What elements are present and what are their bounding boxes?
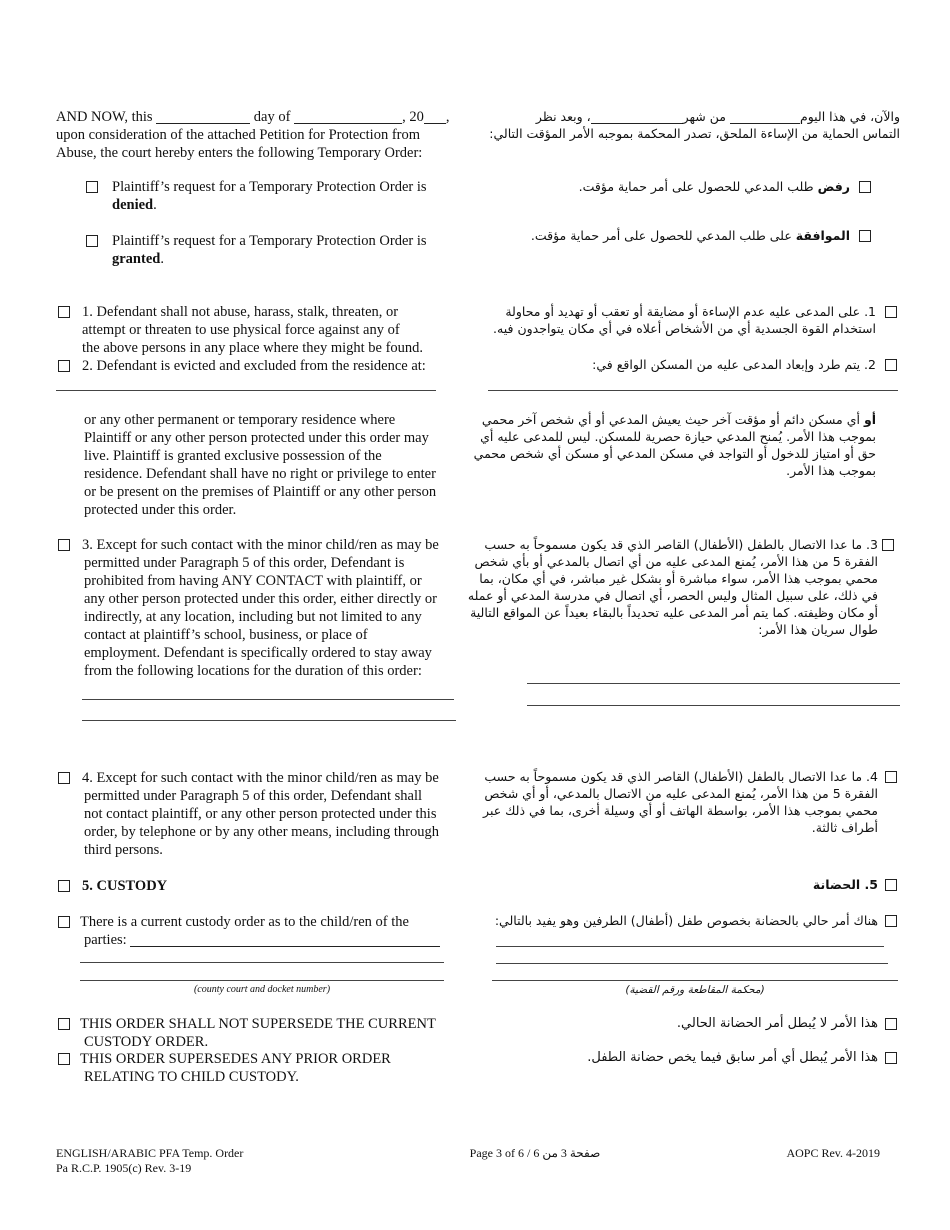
en-supersedes-text: THIS ORDER SUPERSEDES ANY PRIOR ORDER RELATING TO CHILD CUSTODY. <box>80 1051 391 1085</box>
ar-residence-line[interactable] <box>488 390 898 391</box>
ar-granted-checkbox[interactable] <box>859 230 871 242</box>
en-supersedes-checkbox[interactable] <box>58 1053 70 1065</box>
en-p2-checkbox[interactable] <box>58 360 70 372</box>
footer-rule: Pa R.C.P. 1905(c) Rev. 3-19 <box>56 1161 192 1175</box>
ar-intro <box>488 108 900 142</box>
en-intro-line2: upon consideration of the attached Petition for Protection from <box>56 127 421 143</box>
ar-p1-checkbox[interactable] <box>885 306 897 318</box>
en-p3-text: 3. Except for such contact with the minor child/ren as may be permitted under Paragraph 5 of this order, Defendant is prohibited from having ANY CONTACT with plaintiff, or any other person protected under this order, either directly or indirectly, at any location, including but not limited to any contact at plaintiff’s school, business, or place of employment. Defendant is specifically ordered to stay away from the following locations for the duration of this order: <box>82 537 439 679</box>
ar-p4-checkbox[interactable] <box>885 771 897 783</box>
en-granted-checkbox[interactable] <box>86 235 98 247</box>
en-p1-text: 1. Defendant shall not abuse, harass, stalk, threaten, or attempt or threaten to use physical force against any of the above persons in any place where they might be found. <box>82 304 424 356</box>
en-intro-line3: Abuse, the court hereby enters the following Temporary Order: <box>56 145 423 161</box>
en-intro-line1: AND NOW, this day of , 20 , <box>56 109 450 125</box>
ar-granted-text: الموافقة على طلب المدعي للحصول على أمر حماية مؤقت. <box>530 228 850 243</box>
en-p2-cont: or any other permanent or temporary residence where Plaintiff or any other person protected under this order may live. Plaintiff is granted exclusive possession of the residence. Defendant shall have no right or privilege to enter or be present on the premises of Plaintiff or any other person protected under this order. <box>84 412 437 518</box>
en-year-blank[interactable] <box>424 110 446 124</box>
footer-left <box>56 1146 356 1176</box>
ar-p5-heading: 5. الحضانة <box>812 877 878 892</box>
en-residence-line[interactable] <box>56 390 436 391</box>
ar-p2-checkbox[interactable] <box>885 359 897 371</box>
en-location-line-2[interactable] <box>82 720 456 721</box>
ar-county-caption: (محكمة المقاطعة ورقم القضية) <box>625 984 765 996</box>
ar-p2-cont: أو أي مسكن دائم أو مؤقت آخر حيث يعيش المدعي أو أي شخص آخر محمي بموجب هذا الأمر. يُمنح المدعي حيازة حصرية للمسكن. ليس للمدعى عليه أي حق أو امتياز للدخول أو التواجد في مسكن المدعي أو مسكن أي شخص محمي بموجب هذا الأمر. <box>473 412 876 478</box>
ar-supersedes-checkbox[interactable] <box>885 1052 897 1064</box>
footer-form-name: ENGLISH/ARABIC PFA Temp. Order <box>56 1146 244 1160</box>
ar-location-line-2[interactable] <box>527 705 900 706</box>
ar-shall-not-checkbox[interactable] <box>885 1018 897 1030</box>
ar-p2-text: 2. يتم طرد وإبعاد المدعى عليه من المسكن الواقع في: <box>592 357 876 372</box>
en-p2-text: 2. Defendant is evicted and excluded from the residence at: <box>82 358 426 374</box>
ar-day-blank[interactable] <box>730 110 800 124</box>
en-shall-not-text: THIS ORDER SHALL NOT SUPERSEDE THE CURRENT CUSTODY ORDER. <box>80 1016 436 1050</box>
ar-location-line-1[interactable] <box>527 683 900 684</box>
ar-shall-not-text: هذا الأمر لا يُبطل أمر الحضانة الحالي. <box>676 1016 878 1031</box>
en-granted-text: Plaintiff’s request for a Temporary Protection Order is granted. <box>112 233 427 267</box>
en-current-order-checkbox[interactable] <box>58 916 70 928</box>
en-p4-checkbox[interactable] <box>58 772 70 784</box>
ar-month-blank[interactable] <box>591 110 683 124</box>
en-intro <box>56 108 476 162</box>
ar-current-order-checkbox[interactable] <box>885 915 897 927</box>
ar-intro-line2: التماس الحماية من الإساءة الملحق، تصدر المحكمة بموجبه الأمر المؤقت التالي: <box>489 126 900 141</box>
footer-revision: AOPC Rev. 4-2019 <box>786 1146 880 1160</box>
ar-p4-text: 4. ما عدا الاتصال بالطفل (الأطفال) القاصر الذي قد يكون مسموحاً به حسب الفقرة 5 من هذا الأمر، يُمنع المدعى عليه من الاتصال بالمدعي، أو أي شخص محمي بموجب هذا الأمر، بواسطة الهاتف أو أي وسيلة أخرى، بما في ذلك عبر أطراف ثالثة. <box>483 769 878 835</box>
ar-custody-line-2[interactable] <box>496 963 888 964</box>
en-month-blank[interactable] <box>294 110 402 124</box>
en-p1-checkbox[interactable] <box>58 306 70 318</box>
en-location-line-1[interactable] <box>82 699 454 700</box>
en-p5-checkbox[interactable] <box>58 880 70 892</box>
ar-p5-checkbox[interactable] <box>885 879 897 891</box>
ar-denied-checkbox[interactable] <box>859 181 871 193</box>
en-denied-checkbox[interactable] <box>86 181 98 193</box>
ar-p1-text: 1. على المدعى عليه عدم الإساءة أو مضايقة أو تعقب أو تهديد أو محاولة استخدام القوة الجسدية أي من الأشخاص أعلاه في أي مكان يتواجدون فيه. <box>493 304 876 336</box>
ar-custody-line-1[interactable] <box>496 946 884 947</box>
en-current-order-text: There is a current custody order as to the child/ren of the parties: <box>80 913 480 949</box>
footer-page-number: Page 3 of 6 / 6 صفحة 3 من <box>469 1146 601 1160</box>
en-county-caption: (county court and docket number) <box>193 984 331 995</box>
en-day-blank[interactable] <box>156 110 250 124</box>
en-denied-text: Plaintiff’s request for a Temporary Protection Order is denied. <box>112 179 427 213</box>
en-custody-line-2[interactable] <box>80 962 444 963</box>
en-p3-checkbox[interactable] <box>58 539 70 551</box>
en-p4-text: 4. Except for such contact with the minor child/ren as may be permitted under Paragraph 5 of this order, Defendant shall not contact plaintiff, or any other person protected under this order, by telephone or by any other means, including through third persons. <box>82 770 439 858</box>
ar-p3-checkbox[interactable] <box>882 539 894 551</box>
ar-denied-text: رفض طلب المدعي للحصول على أمر حماية مؤقت. <box>578 179 850 194</box>
ar-intro-line1: والآن، في هذا اليوم من شهر، وبعد نظر <box>535 109 900 124</box>
en-p5-heading: 5. CUSTODY <box>82 878 168 894</box>
en-shall-not-checkbox[interactable] <box>58 1018 70 1030</box>
ar-supersedes-text: هذا الأمر يُبطل أي أمر سابق فيما يخص حضانة الطفل. <box>587 1050 878 1065</box>
en-current-order-blank[interactable] <box>130 933 440 947</box>
ar-current-order-text: هناك أمر حالي بالحضانة بخصوص طفل (أطفال) الطرفين وهو يفيد بالتالي: <box>494 913 878 928</box>
ar-p3-text: 3. ما عدا الاتصال بالطفل (الأطفال) القاصر الذي قد يكون مسموحاً به حسب الفقرة 5 من هذا الأمر، يُمنع المدعى عليه من أي اتصال بالمدعي أو بأي شخص محمي بموجب هذا الأمر، سواء مباشرة أو بشكل غير مباشر، في أي مكان، بما في ذلك، على سبيل المثال وليس الحصر، أي اتصال في مدرسة المدعي أو عمله أو مكان وظيفته. كما يتم أمر المدعى عليه تحديداً بالبقاء بعيداً عن المواقع التالية طوال سريان هذا الأمر: <box>467 537 878 637</box>
